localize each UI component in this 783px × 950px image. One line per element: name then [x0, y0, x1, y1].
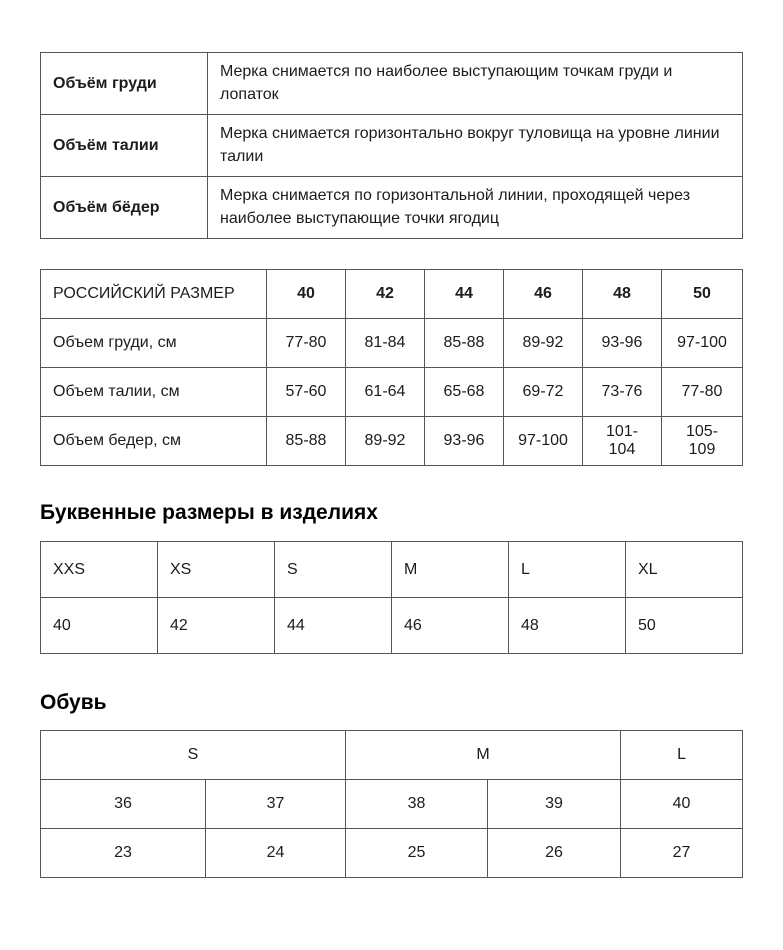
letter-number: 46 [392, 598, 509, 654]
measurement-label-hips: Объём бёдер [41, 177, 208, 239]
size-header-40: 40 [267, 270, 346, 319]
letter-row [41, 542, 743, 598]
chest-value: 77-80 [267, 319, 346, 368]
hips-value: 85-88 [267, 417, 346, 466]
russian-size-header-label: РОССИЙСКИЙ РАЗМЕР [41, 270, 267, 319]
shoes-eu-size: 36 [41, 780, 206, 829]
measurement-description-waist: Мерка снимается горизонтально вокруг туловища на уровне линии талии [208, 115, 743, 177]
shoes-group-row [41, 731, 743, 780]
row-label-hips: Объем бедер, см [41, 417, 267, 466]
shoes-cm-size: 25 [346, 829, 488, 878]
letter-number: 44 [275, 598, 392, 654]
row-label-chest: Объем груди, см [41, 319, 267, 368]
hips-value: 105-109 [662, 417, 743, 466]
shoes-eu-row [41, 780, 743, 829]
letter-size-m: M [392, 542, 509, 598]
letter-number: 50 [626, 598, 743, 654]
letter-number: 42 [158, 598, 275, 654]
shoes-cm-size: 23 [41, 829, 206, 878]
row-label-waist: Объем талии, см [41, 368, 267, 417]
shoes-eu-size: 37 [206, 780, 346, 829]
measurement-label-waist: Объём талии [41, 115, 208, 177]
waist-value: 57-60 [267, 368, 346, 417]
shoes-cm-size: 24 [206, 829, 346, 878]
waist-value: 65-68 [425, 368, 504, 417]
shoes-group-s: S [41, 731, 346, 780]
measurement-description-chest: Мерка снимается по наиболее выступающим точкам груди и лопаток [208, 53, 743, 115]
hips-value: 89-92 [346, 417, 425, 466]
table-row-hips [41, 417, 743, 466]
size-header-44: 44 [425, 270, 504, 319]
hips-value: 93-96 [425, 417, 504, 466]
chest-value: 89-92 [504, 319, 583, 368]
shoes-cm-size: 27 [621, 829, 743, 878]
shoes-eu-size: 38 [346, 780, 488, 829]
letter-number: 40 [41, 598, 158, 654]
shoes-eu-size: 40 [621, 780, 743, 829]
shoes-group-m: M [346, 731, 621, 780]
chest-value: 93-96 [583, 319, 662, 368]
hips-value: 101-104 [583, 417, 662, 466]
shoes-cm-size: 26 [488, 829, 621, 878]
russian-size-table [40, 269, 743, 466]
table-row [41, 177, 743, 239]
table-row [41, 53, 743, 115]
spacer [40, 239, 742, 269]
waist-value: 73-76 [583, 368, 662, 417]
table-row-waist [41, 368, 743, 417]
letter-size-xs: XS [158, 542, 275, 598]
letter-number-row [41, 598, 743, 654]
letter-size-xxs: XXS [41, 542, 158, 598]
waist-value: 61-64 [346, 368, 425, 417]
table-header-row [41, 270, 743, 319]
letter-size-l: L [509, 542, 626, 598]
measurement-definitions-table [40, 52, 743, 239]
chest-value: 97-100 [662, 319, 743, 368]
letter-sizes-heading: Буквенные размеры в изделиях [40, 501, 378, 524]
shoes-size-table [40, 730, 743, 878]
shoes-group-l: L [621, 731, 743, 780]
chest-value: 85-88 [425, 319, 504, 368]
table-row [41, 115, 743, 177]
hips-value: 97-100 [504, 417, 583, 466]
shoes-heading: Обувь [40, 691, 107, 715]
shoes-eu-size: 39 [488, 780, 621, 829]
letter-size-s: S [275, 542, 392, 598]
size-header-48: 48 [583, 270, 662, 319]
waist-value: 77-80 [662, 368, 743, 417]
letter-size-xl: XL [626, 542, 743, 598]
measurement-description-hips: Мерка снимается по горизонтальной линии, проходящей через наиболее выступающие точки ягодиц [208, 177, 743, 239]
waist-value: 69-72 [504, 368, 583, 417]
letter-sizes-table [40, 541, 743, 654]
measurement-label-chest: Объём груди [41, 53, 208, 115]
size-header-50: 50 [662, 270, 743, 319]
size-header-46: 46 [504, 270, 583, 319]
chest-value: 81-84 [346, 319, 425, 368]
shoes-cm-row [41, 829, 743, 878]
table-row-chest [41, 319, 743, 368]
size-header-42: 42 [346, 270, 425, 319]
letter-number: 48 [509, 598, 626, 654]
